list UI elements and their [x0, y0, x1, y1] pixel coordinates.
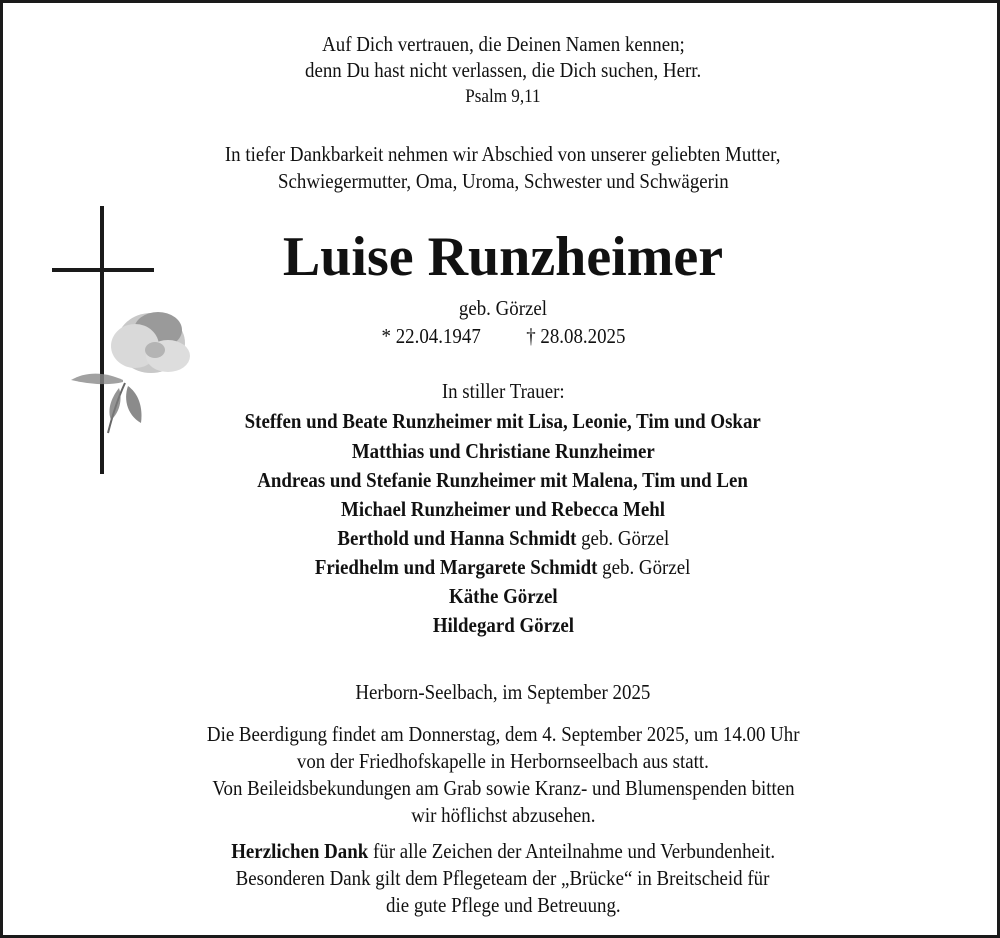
funeral-line-1: Die Beerdigung findet am Donnerstag, dem 4. September 2025, um 14.00 Uhr: [206, 722, 800, 746]
mourner-entry: Friedhelm und Margarete Schmidt geb. Görzel: [315, 555, 691, 579]
intro-line-1: In tiefer Dankbarkeit nehmen wir Abschied von unserer geliebten Mutter,: [225, 142, 781, 166]
psalm-line-1: Auf Dich vertrauen, die Deinen Namen kennen;: [321, 32, 685, 56]
psalm-reference: Psalm 9,11: [465, 86, 541, 107]
mourner-entry: Berthold und Hanna Schmidt geb. Görzel: [337, 526, 669, 550]
mourner-entry: Steffen und Beate Runzheimer mit Lisa, Leonie, Tim und Oskar: [244, 409, 762, 433]
intro-line-2: Schwiegermutter, Oma, Uroma, Schwester und Schwägerin: [277, 169, 729, 193]
thanks-line-1: Herzlichen Dank für alle Zeichen der Anteilnahme und Verbundenheit.: [231, 839, 775, 863]
life-dates: [3, 324, 1000, 349]
mourner-entry: Matthias und Christiane Runzheimer: [351, 439, 655, 463]
psalm-line-2: denn Du hast nicht verlassen, die Dich suchen, Herr.: [304, 58, 702, 82]
mourner-entry: Andreas und Stefanie Runzheimer mit Malena, Tim und Len: [257, 468, 749, 492]
mourners-heading: In stiller Trauer:: [441, 379, 565, 403]
funeral-line-4: wir höflichst abzusehen.: [410, 803, 596, 827]
birth-date: * 22.04.1947: [381, 324, 481, 348]
mourner-entry: Michael Runzheimer und Rebecca Mehl: [340, 497, 666, 521]
maiden-name: geb. Görzel: [458, 296, 548, 320]
thanks-line-3: die gute Pflege und Betreuung.: [385, 893, 621, 917]
mourner-entry: Hildegard Görzel: [432, 613, 574, 637]
place-date: Herborn-Seelbach, im September 2025: [355, 680, 651, 704]
funeral-line-3: Von Beileidsbekundungen am Grab sowie Kranz- und Blumenspenden bitten: [211, 776, 795, 800]
death-date: † 28.08.2025: [525, 324, 625, 348]
thanks-line-2: Besonderen Dank gilt dem Pflegeteam der „Brücke“ in Breitscheid für: [236, 866, 770, 890]
mourner-entry: Käthe Görzel: [448, 584, 558, 608]
funeral-line-2: von der Friedhofskapelle in Herbornseelbach aus statt.: [296, 749, 710, 773]
deceased-name: Luise Runzheimer: [282, 226, 724, 288]
